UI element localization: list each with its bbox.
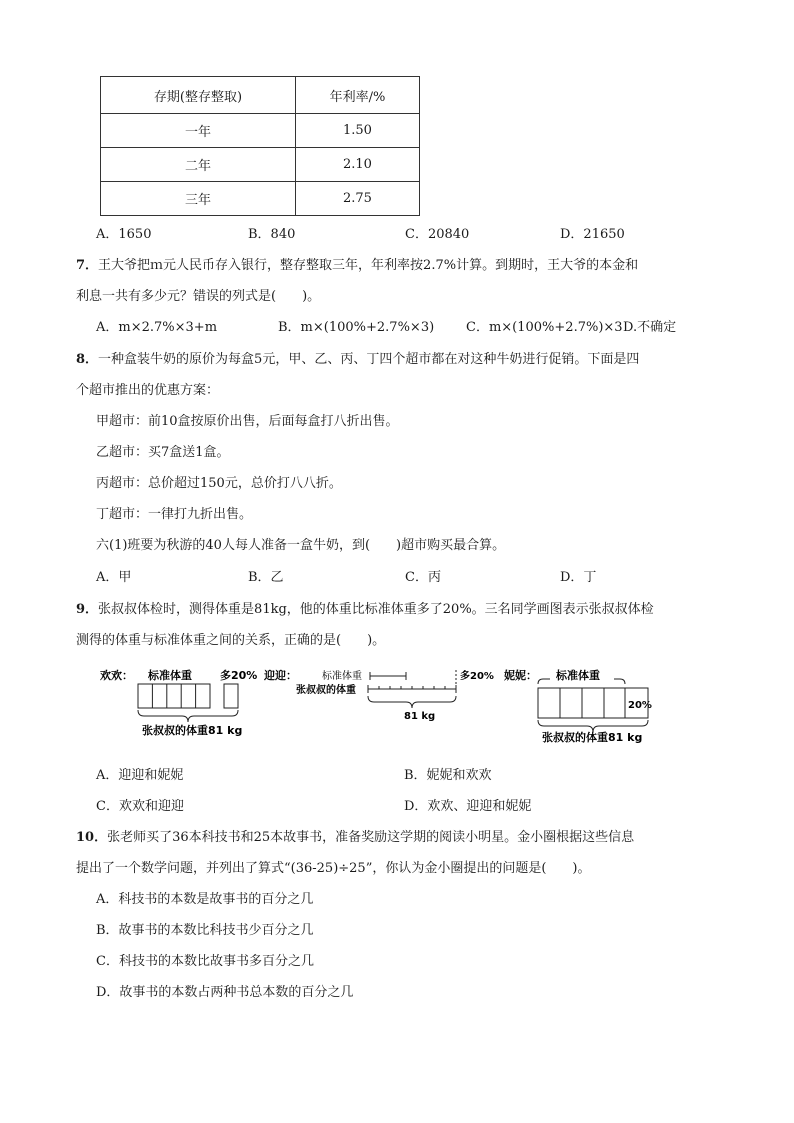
q7-option-c[interactable]: C．m×(100%+2.7%)×3	[466, 320, 623, 335]
diagram-top-label: 标准体重	[148, 669, 192, 682]
q9-option-d[interactable]: D．欢欢、迎迎和妮妮	[404, 799, 532, 814]
table-cell: 三年	[101, 182, 296, 216]
diagram-extra-label: 多20%	[220, 669, 258, 682]
nini-diagram	[504, 662, 664, 746]
q8-option-b[interactable]: B．乙	[248, 570, 284, 585]
question-number: 9．	[76, 602, 99, 617]
diagram-top-label: 标准体重	[556, 669, 600, 682]
table-cell: 1.50	[295, 114, 419, 148]
plan-jia: 甲超市：前10盒按原价出售，后面每盒打八折出售。	[96, 414, 399, 429]
diagram-extra-label: 多20%	[460, 671, 494, 682]
table-row	[101, 182, 420, 216]
question-8	[76, 348, 639, 367]
q8-option-d[interactable]: D．丁	[560, 570, 597, 585]
question-10-line2: 提出了一个数学问题，并列出了算式“(36-25)÷25”，你认为金小圈提出的问题是( )。	[76, 861, 591, 876]
question-text: 王大爷把ｍ元人民币存入银行，整存整取三年，年利率按2.7%计算。到期时，王大爷的本金和	[98, 258, 639, 273]
q10-option-b[interactable]: B．故事书的本数比科技书少百分之几	[96, 923, 314, 938]
diagram-middle-label: 张叔叔的体重	[296, 685, 356, 696]
question-text: 张叔叔体检时，测得体重是81kg，他的体重比标准体重多了20%。三名同学画图表示张叔叔体检	[98, 602, 654, 617]
yingying-diagram	[264, 662, 496, 722]
huanhuan-diagram	[100, 662, 260, 742]
question-9-line2: 测得的体重与标准体重之间的关系，正确的是( )。	[76, 633, 386, 648]
diagram-name: 迎迎：	[264, 669, 297, 682]
question-number: 7．	[76, 258, 99, 273]
question-8-line2: 个超市推出的优惠方案：	[76, 383, 220, 398]
diagram-top-label: 标准体重	[322, 671, 362, 682]
diagram-bottom-label: 张叔叔的体重81 kg	[542, 731, 643, 744]
question-9	[76, 598, 654, 617]
table-cell: 2.10	[295, 148, 419, 182]
table-row	[101, 114, 420, 148]
question-number: 10．	[76, 830, 108, 845]
q10-option-c[interactable]: C．科技书的本数比故事书多百分之几	[96, 954, 314, 969]
q6-option-d[interactable]: D．21650	[560, 227, 625, 242]
q6-option-c[interactable]: C．20840	[405, 227, 470, 242]
q7-option-b[interactable]: B．m×(100%+2.7%×3)	[278, 320, 435, 335]
q9-option-a[interactable]: A．迎迎和妮妮	[96, 768, 184, 783]
question-8-ask: 六(1)班要为秋游的40人每人准备一盒牛奶，到( )超市购买最合算。	[96, 538, 506, 553]
q10-option-a[interactable]: A．科技书的本数是故事书的百分之几	[96, 892, 314, 907]
plan-ding: 丁超市：一律打九折出售。	[96, 507, 253, 522]
diagram-extra-label: 20%	[628, 700, 652, 711]
table-header-cell: 年利率/%	[295, 77, 419, 114]
table-cell: 2.75	[295, 182, 419, 216]
q7-option-a[interactable]: A．m×2.7%×3+m	[96, 320, 218, 335]
question-7-line2: 利息一共有多少元？错误的列式是( )。	[76, 289, 321, 304]
table-cell: 二年	[101, 148, 296, 182]
table-row	[101, 148, 420, 182]
interest-rate-table	[100, 76, 420, 216]
plan-yi: 乙超市：买7盒送1盒。	[96, 445, 230, 460]
q10-option-d[interactable]: D．故事书的本数占两种书总本数的百分之几	[96, 985, 354, 1000]
diagram-name: 妮妮：	[504, 669, 537, 682]
diagram-bottom-label: 张叔叔的体重81 kg	[142, 724, 243, 737]
q6-option-a[interactable]: A．1650	[96, 227, 152, 242]
q9-option-c[interactable]: C．欢欢和迎迎	[96, 799, 184, 814]
table-header-row	[101, 77, 420, 114]
question-7	[76, 254, 638, 273]
q9-option-b[interactable]: B．妮妮和欢欢	[404, 768, 492, 783]
q6-option-b[interactable]: B．840	[248, 227, 296, 242]
q8-option-c[interactable]: C．丙	[405, 570, 441, 585]
question-number: 8．	[76, 352, 99, 367]
question-10	[76, 826, 634, 845]
q8-option-a[interactable]: A．甲	[96, 570, 132, 585]
plan-bing: 丙超市：总价超过150元，总价打八八折。	[96, 476, 342, 491]
q7-option-d[interactable]: D.不确定	[623, 320, 677, 335]
diagram-name: 欢欢：	[100, 669, 133, 682]
diagram-bottom-label: 81 kg	[404, 711, 436, 722]
question-text: 张老师买了36本科技书和25本故事书，准备奖励这学期的阅读小明星。金小圈根据这些信息	[107, 830, 635, 845]
table-header-cell: 存期(整存整取)	[101, 77, 296, 114]
table-cell: 一年	[101, 114, 296, 148]
question-text: 一种盒装牛奶的原价为每盒5元，甲、乙、丙、丁四个超市都在对这种牛奶进行促销。下面是四	[98, 352, 640, 367]
